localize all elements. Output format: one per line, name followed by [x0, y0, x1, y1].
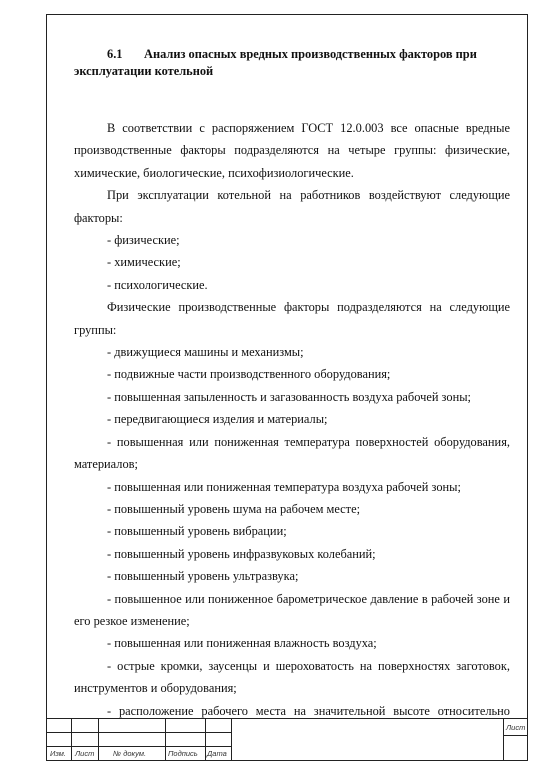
stamp-label-signature: Подпись — [168, 749, 198, 758]
section-title: Анализ опасных вредных производственных факторов при эксплуатации котельной — [74, 47, 477, 78]
stamp-divider — [231, 719, 232, 761]
list-item: - передвигающиеся изделия и материалы; — [107, 412, 328, 427]
stamp-label-sheet: Лист — [506, 723, 526, 732]
document-body — [74, 46, 510, 722]
paragraph-physical: Физические производственные факторы подразделяются на следующие группы: — [74, 300, 510, 337]
stamp-sheet-line — [503, 735, 528, 736]
stamp-row-line — [46, 732, 231, 733]
paragraph-factors: При эксплуатации котельной на работников воздействуют следующие факторы: — [74, 188, 510, 225]
list-item: - повышенное или пониженное барометрическое давление в рабочей зоне и его резкое изменение; — [74, 591, 510, 628]
list-item: - подвижные части производственного оборудования; — [107, 367, 391, 382]
stamp-label-izm: Изм. — [50, 749, 66, 758]
list-item: - острые кромки, заусенцы и шероховатость на поверхностях заготовок, инструментов и оборудования; — [74, 658, 510, 696]
list-item: - повышенная или пониженная температура поверхностей оборудования, материалов; — [74, 434, 510, 472]
list-item: - движущиеся машины и механизмы; — [107, 345, 304, 360]
stamp-label-date: Дата — [207, 749, 227, 758]
list-item: - химические; — [107, 255, 181, 270]
section-heading — [74, 46, 510, 80]
stamp-divider — [205, 719, 206, 761]
stamp-row-line — [46, 746, 231, 747]
title-block-stamp — [46, 718, 528, 761]
list-item: - повышенная или пониженная влажность воздуха; — [107, 636, 377, 651]
list-item: - повышенный уровень вибрации; — [107, 524, 287, 539]
stamp-divider — [503, 719, 504, 761]
list-item: - физические; — [107, 233, 180, 248]
stamp-divider — [71, 719, 72, 761]
list-item: - повышенная запыленность и загазованность воздуха рабочей зоны; — [107, 389, 471, 404]
stamp-divider — [165, 719, 166, 761]
stamp-label-list: Лист — [75, 749, 95, 758]
list-item: - психологические. — [107, 277, 208, 292]
list-item: - повышенный уровень инфразвуковых колебаний; — [107, 546, 376, 561]
list-item: - расположение рабочего места на значительной высоте относительно — [107, 703, 510, 718]
list-item: - повышенный уровень ультразвука; — [107, 569, 299, 584]
stamp-divider — [98, 719, 99, 761]
list-item: - повышенная или пониженная температура воздуха рабочей зоны; — [107, 479, 461, 494]
paragraph-intro: В соответствии с распоряжением ГОСТ 12.0.003 все опасные вредные производственные факторы подразделяются на четыре группы: физические, химические, биологические, психофизиологические. — [74, 121, 510, 180]
section-number: 6.1 — [107, 47, 123, 61]
stamp-label-doc-no: № докум. — [113, 749, 147, 758]
list-item: - повышенный уровень шума на рабочем месте; — [107, 501, 361, 516]
